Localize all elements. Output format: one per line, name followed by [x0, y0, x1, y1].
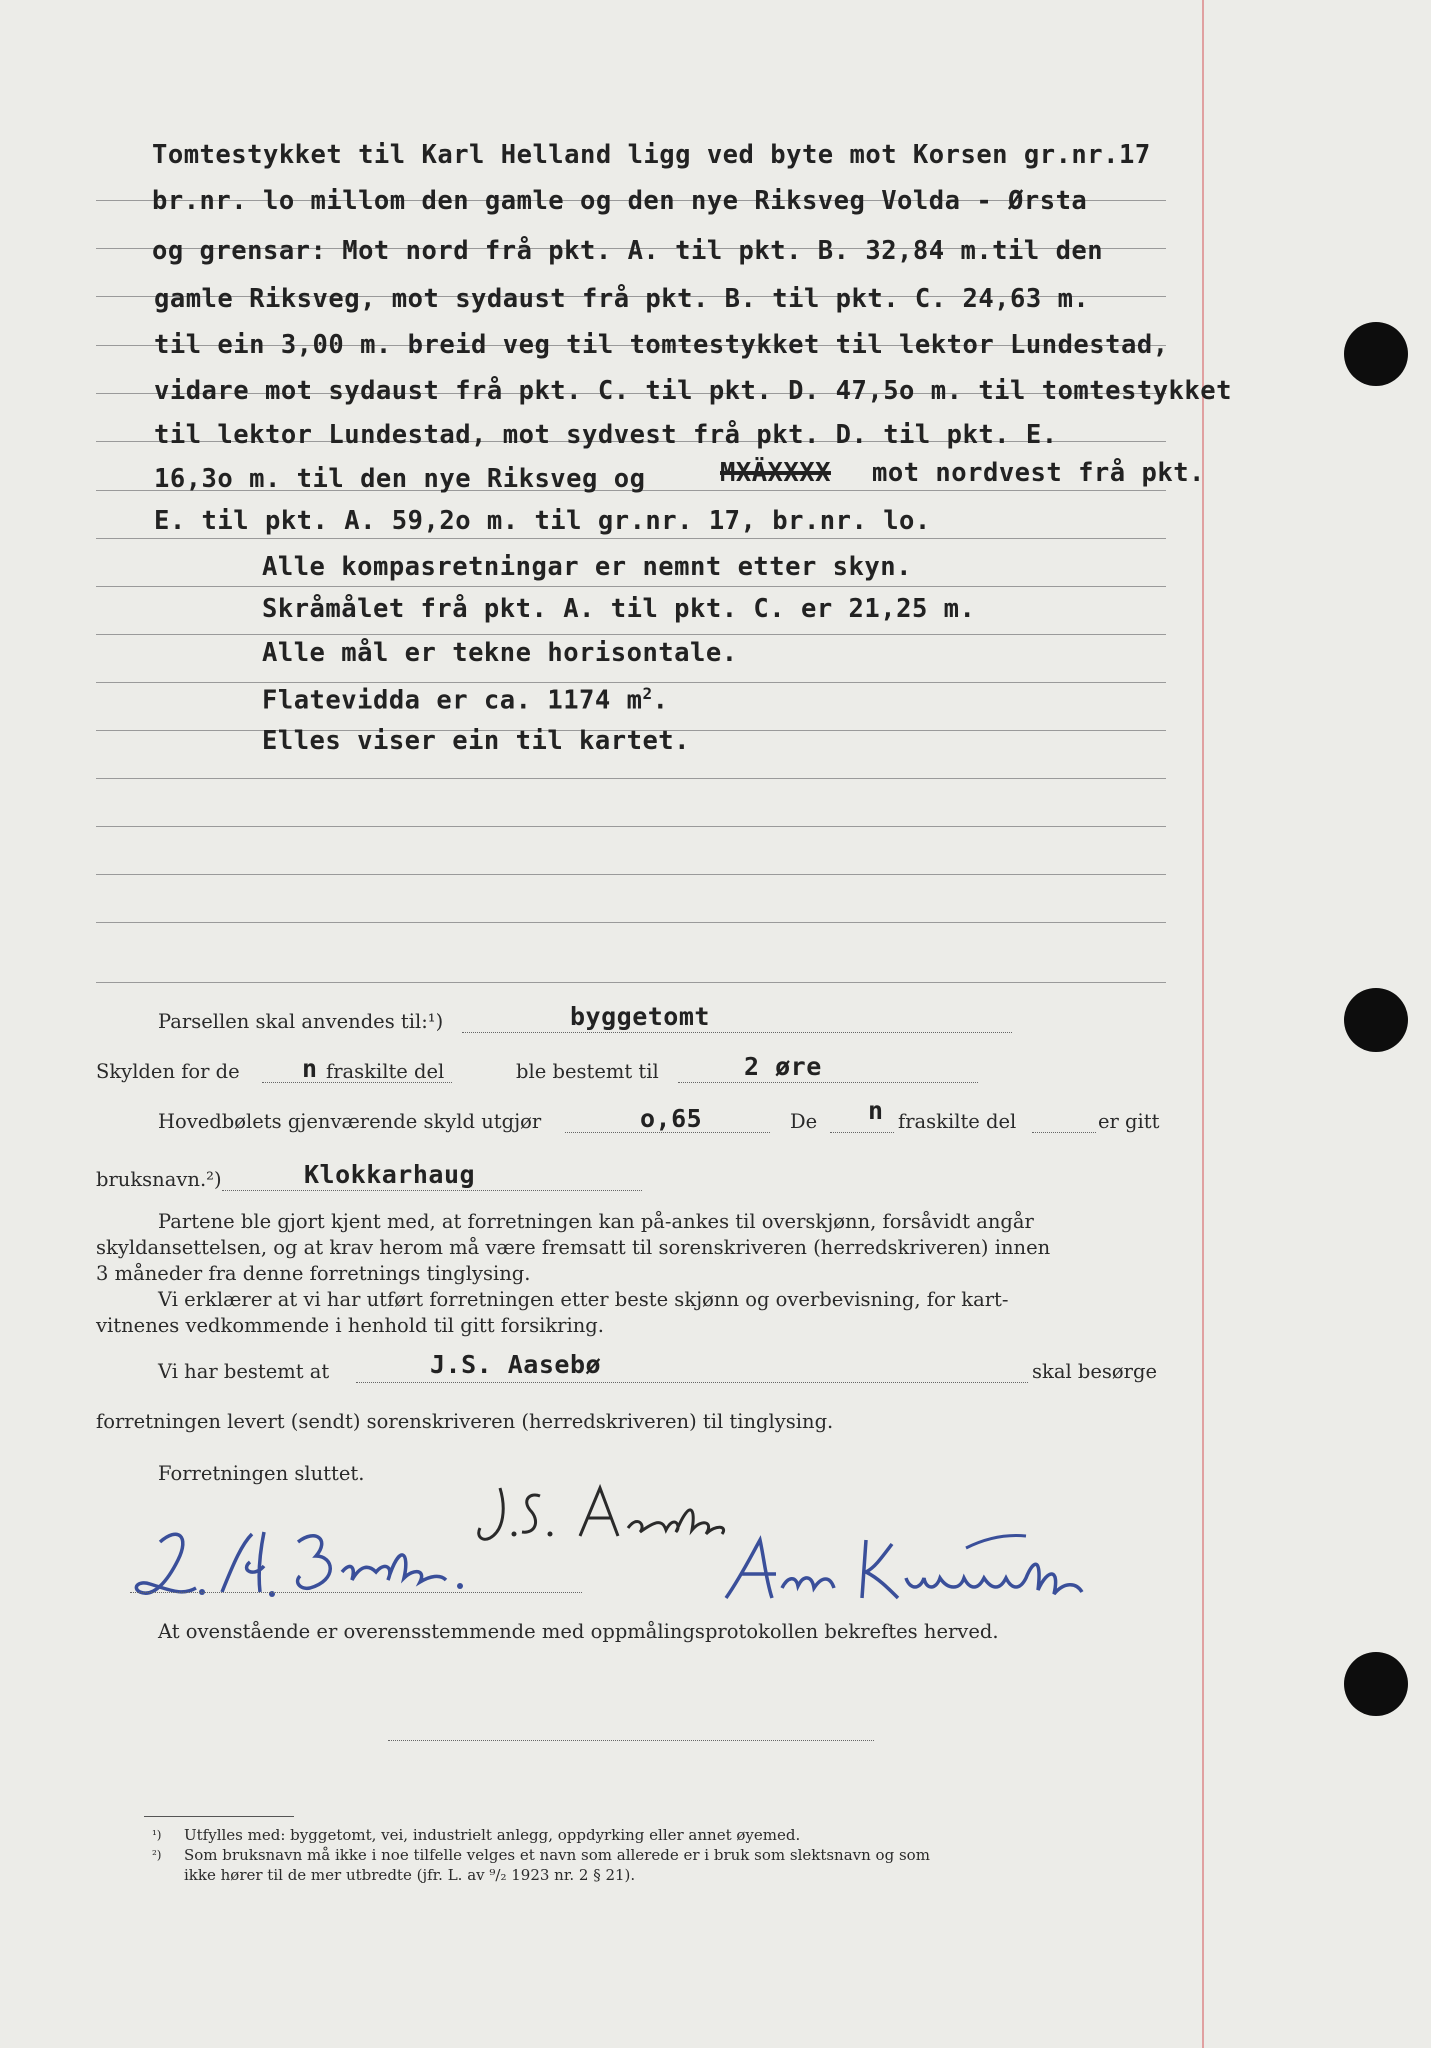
- body-line-14: Elles viser ein til kartet.: [262, 726, 691, 756]
- levert-label: forretningen levert (sendt) sorenskriveren (herredskriveren) til tinglysing.: [96, 1410, 834, 1433]
- body-line-1: Tomtestykket til Karl Helland ligg ved byte mot Korsen gr.nr.17: [152, 140, 1151, 170]
- ruled-line: [96, 826, 1166, 827]
- para1-line-3: 3 måneder fra denne forretnings tinglysing.: [96, 1262, 531, 1285]
- body-line-5: til ein 3,00 m. breid veg til tomtestykket til lektor Lundestad,: [154, 330, 1169, 360]
- skyld-dotted-2: [678, 1082, 978, 1083]
- body-line-9: E. til pkt. A. 59,2o m. til gr.nr. 17, br.nr. lo.: [154, 506, 931, 536]
- binder-hole-bottom: [1344, 1652, 1408, 1716]
- footnote-2-mark: ²): [152, 1848, 162, 1862]
- bruksnavn-dotted: [222, 1190, 642, 1191]
- red-margin-line: [1202, 0, 1204, 2048]
- hovedbol-value: o,65: [640, 1104, 703, 1133]
- ruled-line: [96, 778, 1166, 779]
- besorge-label: skal besørge: [1032, 1360, 1157, 1383]
- body-line-8a: 16,3o m. til den nye Riksveg og: [154, 464, 646, 494]
- body-line-2: br.nr. lo millom den gamle og den nye Riksveg Volda - Ørsta: [152, 186, 1088, 216]
- use-dotted-line: [462, 1032, 1012, 1033]
- er-gitt-label: er gitt: [1098, 1110, 1160, 1133]
- use-label: Parsellen skal anvendes til:¹): [158, 1010, 444, 1033]
- fraskilte-label: fraskilte del: [898, 1110, 1017, 1133]
- skyld-fill-n: n: [302, 1054, 318, 1083]
- body-line-4: gamle Riksveg, mot sydaust frå pkt. B. til pkt. C. 24,63 m.: [154, 284, 1090, 314]
- para2-line-1: Vi erklærer at vi har utført forretningen etter beste skjønn og overbevisning, for kart-: [158, 1288, 1009, 1311]
- para1-line-2: skyldansettelsen, og at krav herom må være fremsatt til sorenskriveren (herredskriveren) innen: [96, 1236, 1051, 1259]
- bestemt-label: Vi har bestemt at: [158, 1360, 330, 1383]
- ruled-line: [96, 634, 1166, 635]
- body-line-11: Skråmålet frå pkt. A. til pkt. C. er 21,25 m.: [262, 594, 976, 624]
- fraskilte-dotted: [1032, 1132, 1096, 1133]
- body-line-7: til lektor Lundestad, mot sydvest frå pkt. D. til pkt. E.: [154, 420, 1058, 450]
- body-line-10: Alle kompasretningar er nemnt etter skyn.: [262, 552, 912, 582]
- body-line-13: Flatevidda er ca. 1174 $m^2$.: [262, 684, 669, 716]
- bruksnavn-label: bruksnavn.²): [96, 1168, 222, 1191]
- bestemt-dotted: [356, 1382, 1028, 1383]
- use-value: byggetomt: [570, 1002, 710, 1031]
- skyld-bestemt-label: ble bestemt til: [516, 1060, 659, 1083]
- ruled-line: [96, 586, 1166, 587]
- body-line-12: Alle mål er tekne horisontale.: [262, 638, 738, 668]
- sluttet-label: Forretningen sluttet.: [158, 1462, 365, 1485]
- attest-label: At ovenstående er overensstemmende med oppmålingsprotokollen bekreftes herved.: [158, 1620, 999, 1643]
- ruled-line: [96, 982, 1166, 983]
- body-line-6: vidare mot sydaust frå pkt. C. til pkt. D. 47,5o m. til tomtestykket: [154, 376, 1232, 406]
- skyld-value: 2 øre: [744, 1052, 822, 1081]
- footnote-2-line-1: Som bruksnavn må ikke i noe tilfelle velges et navn som allerede er i bruk som slektsnavn og som: [184, 1846, 930, 1864]
- footnote-2-line-2: ikke hører til de mer utbredte (jfr. L. av ⁹/₂ 1923 nr. 2 § 21).: [184, 1866, 636, 1884]
- bruksnavn-value: Klokkarhaug: [304, 1160, 476, 1189]
- de-dotted: [830, 1132, 894, 1133]
- ruled-line: [96, 538, 1166, 539]
- de-fill-n: n: [868, 1096, 884, 1125]
- skyld-fraskilte-label: fraskilte del: [326, 1060, 445, 1083]
- ruled-line: [96, 874, 1166, 875]
- skyld-label: Skylden for de: [96, 1060, 240, 1083]
- binder-hole-middle: [1344, 988, 1408, 1052]
- signature-arne-kvamsvik: [716, 1528, 1136, 1608]
- signature-lh-brovold: [130, 1522, 510, 1612]
- ruled-line: [96, 682, 1166, 683]
- footnote-rule: [144, 1816, 294, 1817]
- ruled-line: [96, 922, 1166, 923]
- para2-line-2: vitnenes vedkommende i henhold til gitt forsikring.: [96, 1314, 604, 1337]
- footnote-1-mark: ¹): [152, 1828, 162, 1842]
- body-line-8b: mot nordvest frå pkt.: [872, 458, 1205, 488]
- struck-out-word: MXÄXXXX: [720, 458, 831, 488]
- attest-signature-line: [388, 1740, 874, 1741]
- binder-hole-top: [1344, 322, 1408, 386]
- body-line-3: og grensar: Mot nord frå pkt. A. til pkt. B. 32,84 m.til den: [152, 236, 1104, 266]
- bestemt-value: J.S. Aasebø: [430, 1350, 602, 1379]
- footnote-1: Utfylles med: byggetomt, vei, industrielt anlegg, oppdyrking eller annet øyemed.: [184, 1826, 801, 1844]
- signature-line-left: [130, 1592, 582, 1593]
- de-label: De: [790, 1110, 818, 1133]
- hovedbol-label: Hovedbølets gjenværende skyld utgjør: [158, 1110, 542, 1133]
- para1-line-1: Partene ble gjort kjent med, at forretningen kan på-ankes til overskjønn, forsåvidt angår: [158, 1210, 1034, 1233]
